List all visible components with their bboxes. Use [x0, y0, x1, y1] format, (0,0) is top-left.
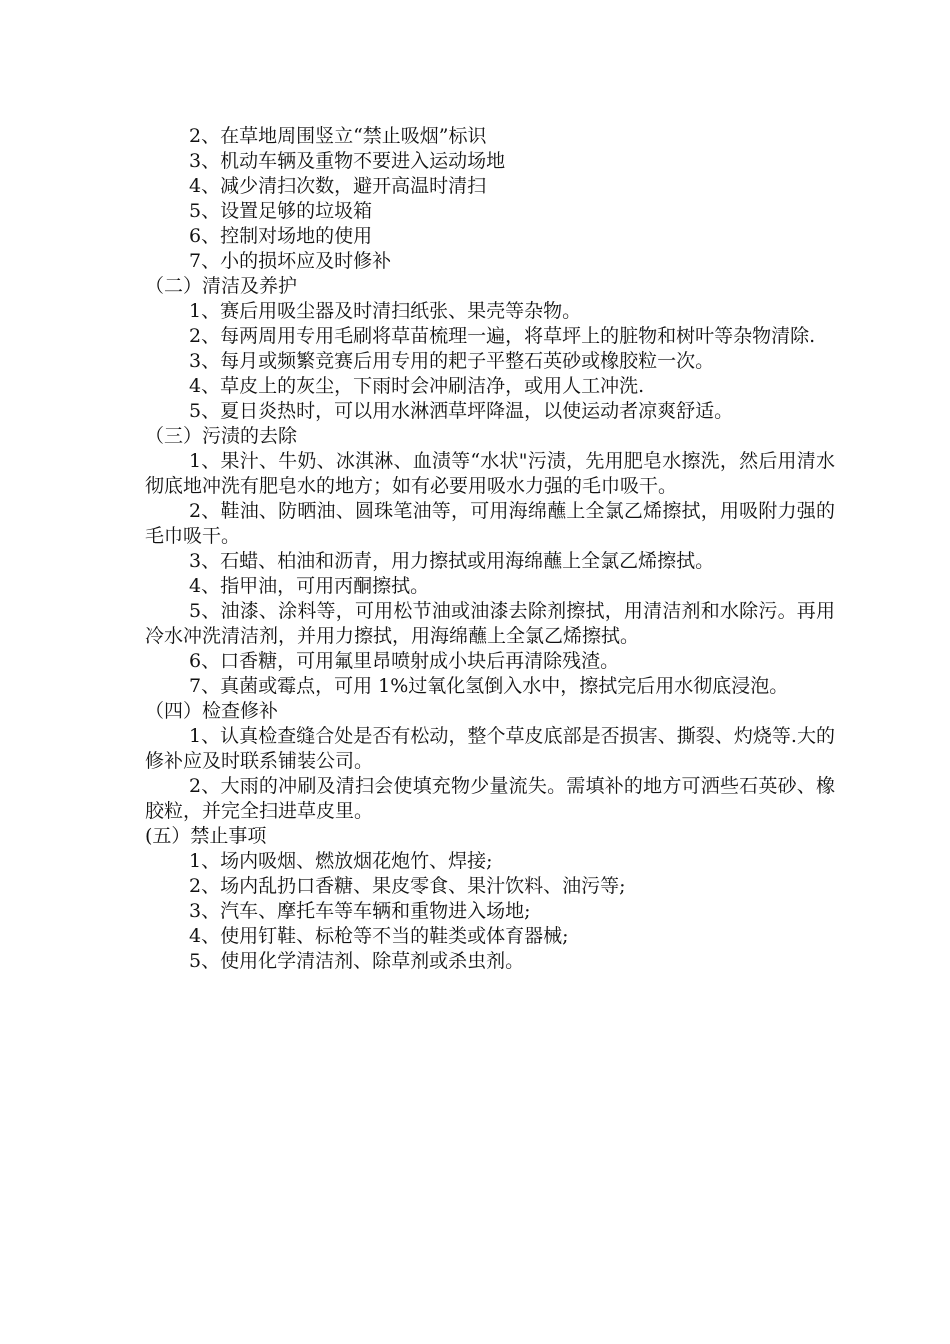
paragraph: 2、鞋油、防晒油、圆珠笔油等，可用海绵蘸上全氯乙烯擦拭，用吸附力强的毛巾吸干。 — [145, 500, 835, 547]
paragraph: 2、大雨的冲刷及清扫会使填充物少量流失。需填补的地方可洒些石英砂、橡胶粒，并完全扫进草皮里。 — [145, 775, 835, 822]
list-item: 1、场内吸烟、燃放烟花炮竹、焊接; — [189, 850, 493, 872]
document-body — [145, 124, 835, 974]
paragraph: 2、每两周用专用毛刷将草苗梳理一遍，将草坪上的脏物和树叶等杂物清除. — [189, 325, 816, 347]
paragraph: 7、真菌或霉点，可用 1%过氧化氢倒入水中，擦拭完后用水彻底浸泡。 — [189, 675, 789, 697]
section-heading: （四）检查修补 — [145, 700, 279, 722]
list-item: 5、使用化学清洁剂、除草剂或杀虫剂。 — [189, 950, 525, 972]
paragraph: 1、果汁、牛奶、冰淇淋、血渍等“水状"污渍，先用肥皂水擦洗，然后用清水彻底地冲洗有肥皂水的地方；如有必要用吸水力强的毛巾吸干。 — [145, 450, 835, 497]
list-item: 2、场内乱扔口香糖、果皮零食、果汁饮料、油污等; — [189, 875, 626, 897]
list-item: 7、小的损坏应及时修补 — [189, 250, 392, 272]
list-item: 4、指甲油，可用丙酮擦拭。 — [189, 575, 430, 597]
section-heading: (五）禁止事项 — [145, 825, 267, 847]
list-item: 6、控制对场地的使用 — [189, 225, 373, 247]
list-item: 2、在草地周围竖立“禁止吸烟”标识 — [189, 125, 487, 147]
section-heading: （二）清洁及养护 — [145, 275, 298, 297]
section-heading: （三）污渍的去除 — [145, 425, 298, 447]
list-item: 3、汽车、摩托车等车辆和重物进入场地; — [189, 900, 531, 922]
list-item: 5、夏日炎热时，可以用水淋洒草坪降温，以使运动者凉爽舒适。 — [189, 400, 734, 422]
list-item: 4、减少清扫次数，避开高温时清扫 — [189, 175, 487, 197]
list-item: 1、赛后用吸尘器及时清扫纸张、果壳等杂物。 — [189, 300, 582, 322]
list-item: 4、草皮上的灰尘，下雨时会冲刷洁净，或用人工冲洗. — [189, 375, 645, 397]
paragraph: 5、油漆、涂料等，可用松节油或油漆去除剂擦拭，用清洁剂和水除污。再用冷水冲洗清洁剂，并用力擦拭，用海绵蘸上全氯乙烯擦拭。 — [145, 600, 835, 647]
list-item: 4、使用钉鞋、标枪等不当的鞋类或体育器械; — [189, 925, 569, 947]
list-item: 3、机动车辆及重物不要进入运动场地 — [189, 150, 506, 172]
list-item: 5、设置足够的垃圾箱 — [189, 200, 373, 222]
list-item: 6、口香糖，可用氟里昂喷射成小块后再清除残渣。 — [189, 650, 620, 672]
list-item: 3、石蜡、柏油和沥青，用力擦拭或用海绵蘸上全氯乙烯擦拭。 — [189, 550, 715, 572]
paragraph: 1、认真检查缝合处是否有松动，整个草皮底部是否损害、撕裂、灼烧等.大的修补应及时联系铺装公司。 — [145, 725, 835, 772]
list-item: 3、每月或频繁竞赛后用专用的耙子平整石英砂或橡胶粒一次。 — [189, 350, 715, 372]
